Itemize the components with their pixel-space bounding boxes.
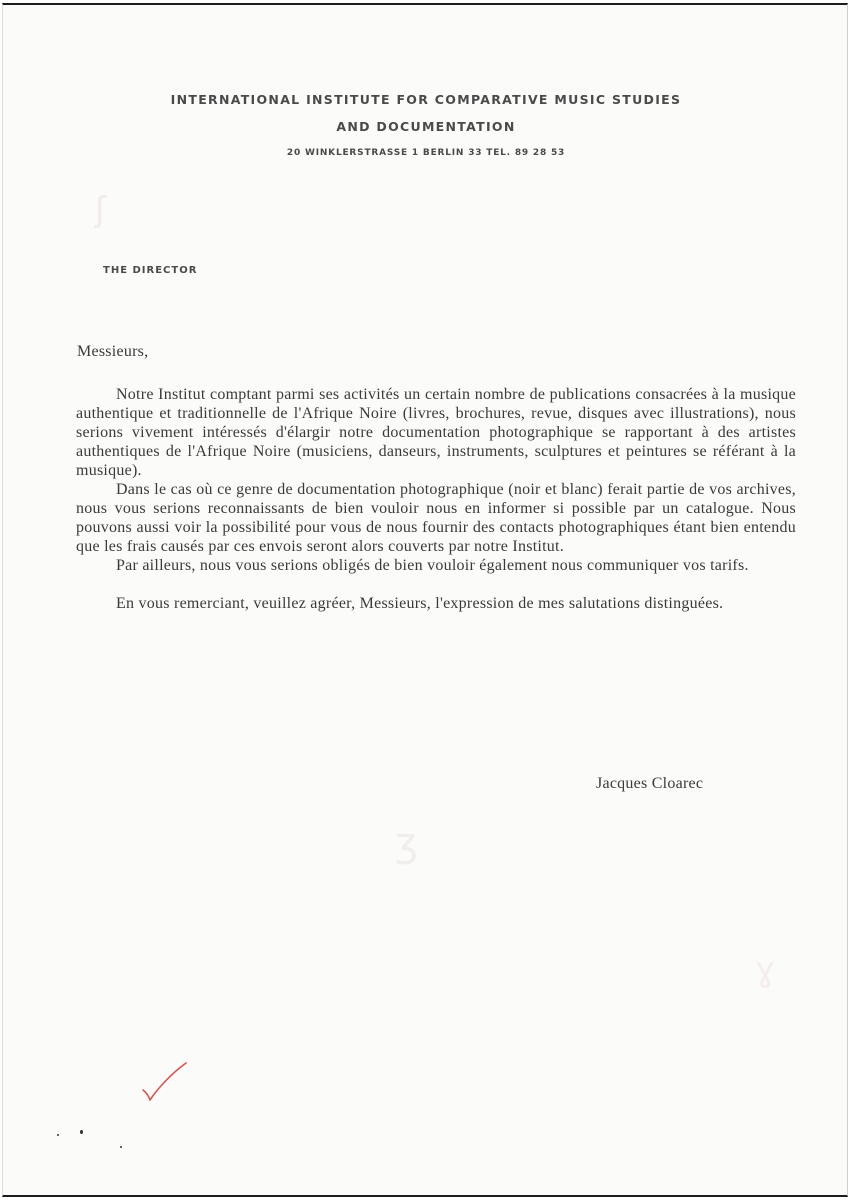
check-mark-icon xyxy=(138,1060,190,1106)
bleed-through-mark: ʒ xyxy=(395,820,419,866)
paper-speck xyxy=(57,1134,59,1136)
bleed-through-mark: ʃ xyxy=(95,190,107,230)
letterhead-address: 20 WINKLERSTRASSE 1 BERLIN 33 TEL. 89 28 53 xyxy=(286,148,566,158)
sender-role: THE DIRECTOR xyxy=(103,265,198,276)
letterhead-institute-name: INTERNATIONAL INSTITUTE FOR COMPARATIVE MUSIC STUDIES xyxy=(170,92,682,107)
letterhead-institute-name-continued: AND DOCUMENTATION xyxy=(336,119,516,134)
body-paragraph: Dans le cas où ce genre de documentation photographique (noir et blanc) ferait partie de vos archives, nous vous serions reconnaissants de bien vouloir nous en informer si possible par un catalogue. Nous pouvons aussi voir la possibilité pour vous de nous fournir des contacts photographiques étant bien entendu que les frais causés par ces envois seront alors couverts par notre Institut. xyxy=(76,481,796,555)
body-paragraph: Notre Institut comptant parmi ses activités un certain nombre de publications consacrées à la musique authentique et traditionnelle de l'Afrique Noire (livres, brochures, revue, disques avec illustrations), nous serions vivement intéressés d'élargir notre documentation photographique se rapportant à des artistes authentiques de l'Afrique Noire (musiciens, danseurs, instruments, sculptures et peintures se référant à la musique). xyxy=(76,386,796,479)
signature-name: Jacques Cloarec xyxy=(596,775,704,792)
paper-speck xyxy=(80,1130,83,1134)
closing-formula: En vous remerciant, veuillez agréer, Messieurs, l'expression de mes salutations distinguées. xyxy=(116,595,724,612)
paper-speck xyxy=(120,1146,122,1148)
salutation: Messieurs, xyxy=(77,343,149,360)
body-paragraph: Par ailleurs, nous vous serions obligés de bien vouloir également nous communiquer vos tarifs. xyxy=(116,557,749,574)
letter-body xyxy=(76,385,796,613)
bleed-through-mark: ɣ xyxy=(755,950,776,990)
